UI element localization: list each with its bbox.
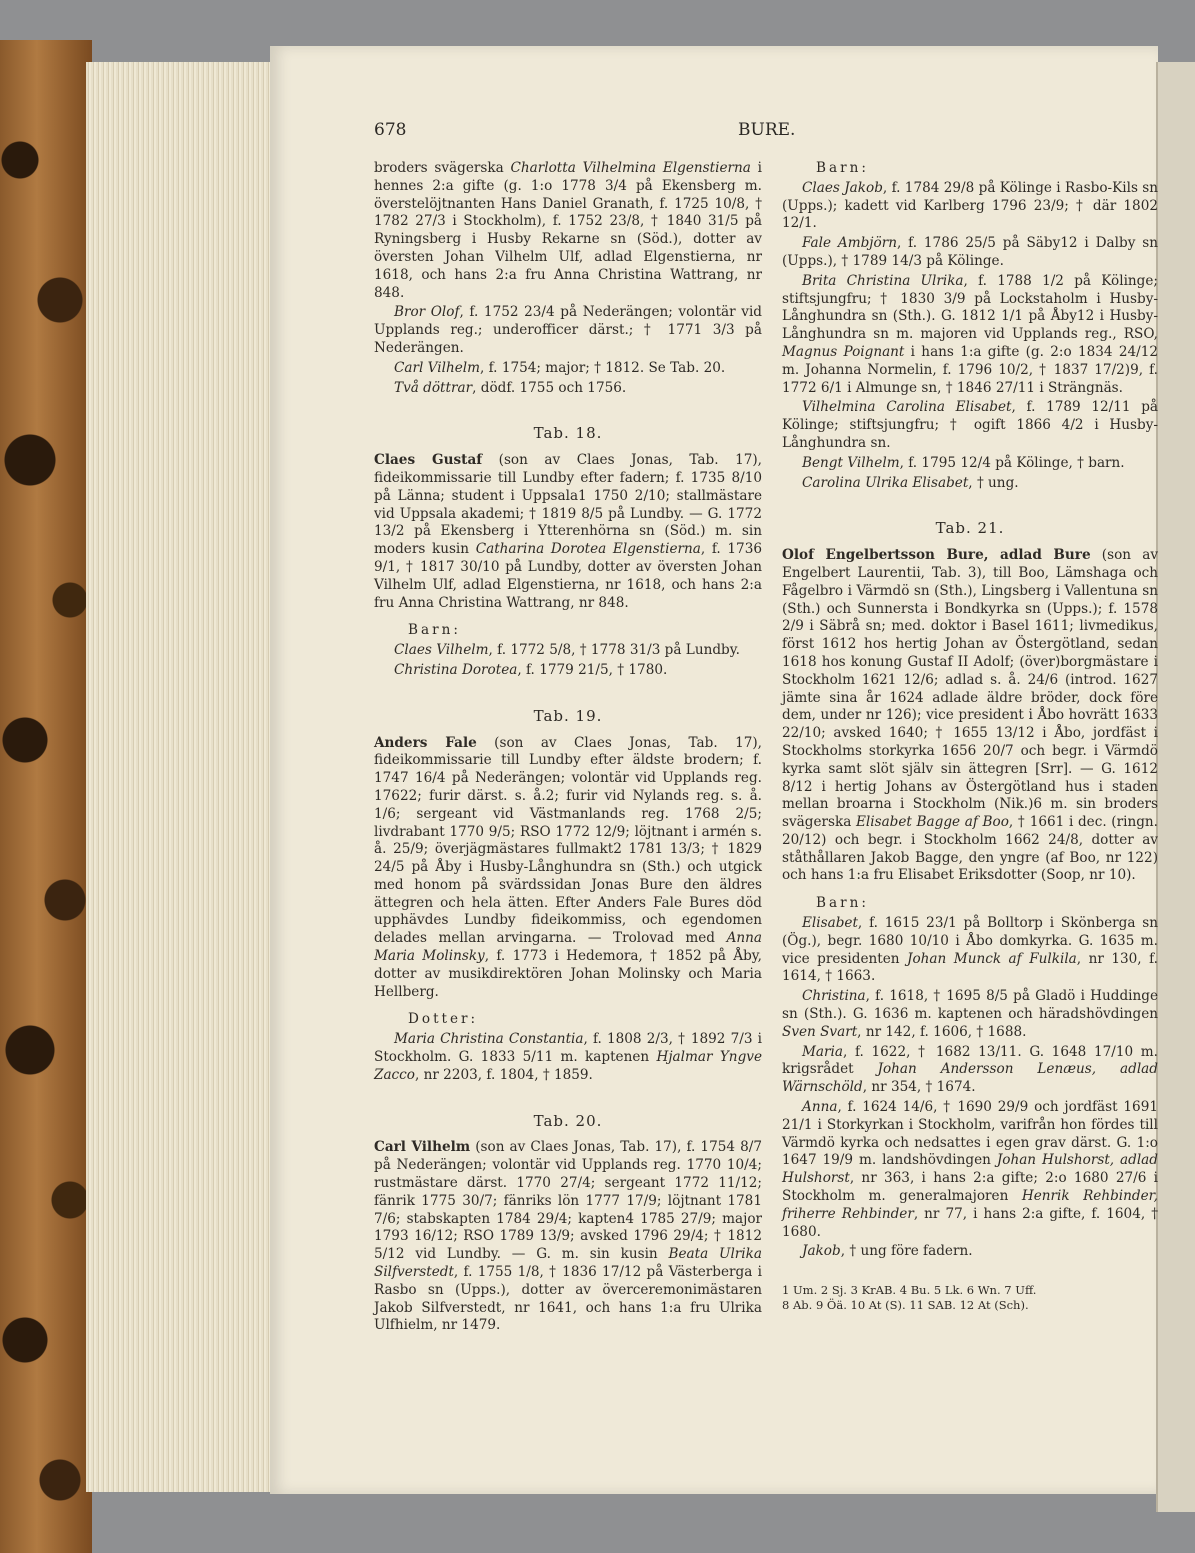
marbled-cover [0,40,92,1553]
page-edges [86,62,272,1492]
entry-paragraph: Maria Christina Constantia, f. 1808 2/3, † 1892 7/3 i Stockholm. G. 1833 5/11 m. kaptenen Hjalmar Yngve Zacco, nr 2203, f. 1804, † 1859. [374,1031,762,1083]
entry-paragraph: Två döttrar, dödf. 1755 och 1756. [394,379,627,396]
table-heading: Tab. 21. [935,519,1005,538]
entry-paragraph: Carolina Ulrika Elisabet, † ung. [802,474,1019,491]
children-heading: Barn: [408,622,461,639]
table-heading: Tab. 18. [533,424,603,443]
footnote-line: 1 Um. 2 Sj. 3 KrAB. 4 Bu. 5 Lk. 6 Wn. 7 Uff. [782,1283,1037,1298]
entry-paragraph: Olof Engelbertsson Bure, adlad Bure (son av Engelbert Laurentii, Tab. 3), till Boo, Lämshaga och Fågelbro i Värmdö sn (Sth.), Lingsberg i Vallentuna sn (Sth.) och Sunnersta i Bondkyrka sn (Upps.); f. 1578 2/9 i Säbrå sn; med. doktor i Basel 1611; livmedikus, först 1612 hos hertig Johan av Östergötland, sedan 1618 hos konung Gustaf II Adolf; (över)borgmästare i Stockholm 1621 12/6; adlad s. å. 24/6 (introd. 1627 jämte sina år 1624 adlade äldre bröder, dock före dem, under nr 126); vice president i Åbo hovrätt 1633 22/10; avsked 1640; † 1655 13/12 i Åbo, jordfäst i Stockholms storkyrka 1656 20/7 och begr. i Värmdö kyrka samt slöt själv sin ättegren [Srr]. — G. 1612 8/12 i hertig Johans av Östergötland hus i staden mellan broarna i Stockholm (Nik.)6 m. sin broders svägerska Elisabet Bagge af Boo, † 1661 i dec. (ringn. 20/12) och begr. i Stockholm 1662 24/8, dotter av ståthållaren Jakob Bagge, den yngre (af Boo, nr 122) och hans 1:a fru Elisabet Eriksdotter (Soop, nr 10). [782,547,1158,884]
entry-paragraph: Bengt Vilhelm, f. 1795 12/4 på Kölinge, † barn. [802,454,1125,471]
entry-paragraph: Anders Fale (son av Claes Jonas, Tab. 17), fideikommissarie till Lundby efter äldste brodern; f. 1747 16/4 på Nederängen; volontär vid Upplands reg. 17622; furir därst. s. å.2; furir vid Nylands reg. s. å. 1/6; sergeant vid Västmanlands reg. 1768 2/5; livdrabant 1770 9/5; RSO 1772 12/9; löjtnant i armén s. å. 25/9; överjägmästares fullmakt2 1781 13/3; † 1829 24/5 på Åby i Husby-Långhundra sn (Sth.) och utgick med honom på svärdssidan Jonas Bure den äldres ättegren och hela ätten. Efter Anders Fale Bures död upphävdes Lundby fideikommiss, och egendomen delades mellan arvingarna. — Trolovad med Anna Maria Molinsky, f. 1773 i Hedemora, † 1852 på Åby, dotter av musikdirektören Johan Molinsky och Maria Hellberg. [374,734,762,1000]
entry-paragraph: broders svägerska Charlotta Vilhelmina Elgenstierna i hennes 2:a gifte (g. 1:o 1778 3/4 på Ekensberg m. överstelöjtnanten Hans Daniel Granath, f. 1725 10/8, † 1782 27/3 i Stockholm), f. 1752 23/8, † 1840 31/5 på Ryningsberg i Husby Rekarne sn (Söd.), dotter av översten Johan Vilhelm Ulf, adlad Elgenstierna, nr 1618, och hans 2:a fru Anna Christina Wattrang, nr 848. [374,160,763,301]
table-heading: Tab. 20. [533,1111,603,1130]
entry-paragraph: Claes Jakob, f. 1784 29/8 på Kölinge i Rasbo-Kils sn (Upps.); kadett vid Karlberg 1796 23/9; † där 1802 12/1. [782,179,1158,232]
running-title: BURE. [738,120,796,140]
entry-paragraph: Vilhelmina Carolina Elisabet, f. 1789 12/11 på Kölinge; stiftsjungfru; † ogift 1866 4/2 i Husby-Långhundra sn. [782,399,1158,451]
facing-page-edge [1156,62,1195,1512]
entry-paragraph: Christina Dorotea, f. 1779 21/5, † 1780. [394,661,668,678]
table-heading: Tab. 19. [533,706,603,725]
entry-paragraph: Fale Ambjörn, f. 1786 25/5 på Säby12 i Dalby sn (Upps.), † 1789 14/3 på Kölinge. [782,235,1159,269]
entry-paragraph: Carl Vilhelm, f. 1754; major; † 1812. Se Tab. 20. [394,359,726,376]
entry-paragraph: Christina, f. 1618, † 1695 8/5 på Gladö i Huddinge sn (Sth.). G. 1636 m. kaptenen och häradshövdingen Sven Svart, nr 142, f. 1606, † 1688. [782,988,1158,1040]
entry-paragraph: Maria, f. 1622, † 1682 13/11. G. 1648 17/10 m. krigsrådet Johan Andersson Lenæus, adlad Wärnschöld, nr 354, † 1674. [782,1043,1158,1096]
entry-paragraph: Jakob, † ung före fadern. [802,1243,973,1260]
children-heading: Barn: [816,895,869,912]
entry-paragraph: Brita Christina Ulrika, f. 1788 1/2 på Kölinge; stiftsjungfru; † 1830 3/9 på Lockstaholm i Husby-Långhundra sn (Sth.). G. 1812 1/1 på Åby12 i Husby-Långhundra sn m. majoren vid Upplands reg., RSO, Magnus Poignant i hans 1:a gifte (g. 2:o 1834 24/12 m. Johanna Normelin, f. 1796 10/2, † 1837 17/2)9, f. 1772 6/1 i Almunge sn, † 1846 27/11 i Strängnäs. [782,272,1159,396]
daughter-heading: Dotter: [408,1011,479,1028]
page-number: 678 [374,120,407,140]
left-column [374,160,762,1337]
entry-paragraph: Claes Gustaf (son av Claes Jonas, Tab. 17), fideikommissarie till Lundby efter fadern; f. 1735 8/10 på Länna; student i Uppsala1 1750 2/10; stallmästare vid Uppsala akademi; † 1819 8/5 på Lundby. — G. 1772 13/2 på Ekensberg i Ytterenhörna sn (Söd.) m. sin moders kusin Catharina Dorotea Elgenstierna, f. 1736 9/1, † 1817 30/10 på Lundby, dotter av översten Johan Vilhelm Ulf, adlad Elgenstierna, nr 1618, och hans 2:a fru Anna Christina Wattrang, nr 848. [374,452,762,611]
entry-paragraph: Elisabet, f. 1615 23/1 på Bolltorp i Skönberga sn (Ög.), begr. 1680 10/10 i Åbo domkyrka. G. 1635 m. vice presidenten Johan Munck af Fulkila, nr 130, f. 1614, † 1663. [782,915,1158,985]
entry-paragraph: Carl Vilhelm (son av Claes Jonas, Tab. 17), f. 1754 8/7 på Nederängen; volontär vid Upplands reg. 1770 10/4; rustmästare därst. 1770 27/4; sergeant 1772 11/12; fänrik 1775 30/7; fänriks lön 1777 17/9; löjtnant 1781 7/6; stabskapten 1784 29/4; kapten4 1785 27/9; major 1793 16/12; RSO 1789 13/9; avsked 1796 29/4; † 1812 5/12 vid Lundby. — G. m. sin kusin Beata Ulrika Silfverstedt, f. 1755 1/8, † 1836 17/12 på Västerberga i Rasbo sn (Upps.), dotter av överceremonimästaren Jakob Silfverstedt, nr 1641, och hans 1:a fru Ulrika Ulfhielm, nr 1479. [374,1139,762,1334]
children-heading: Barn: [816,160,869,176]
entry-paragraph: Anna, f. 1624 14/6, † 1690 29/9 och jordfäst 1691 21/1 i Storkyrkan i Stockholm, varifrån hon fördes till Värmdö kyrka och nedsattes i egen grav därst. G. 1:o 1647 19/9 m. landshövdingen Johan Hulshorst, adlad Hulshorst, nr 363, i hans 2:a gifte; 2:o 1680 27/6 i Stockholm m. generalmajoren Henrik Rehbinder, friherre Rehbinder, nr 77, i hans 2:a gifte, f. 1604, † 1680. [782,1099,1158,1240]
footnote-line: 8 Ab. 9 Öä. 10 At (S). 11 SAB. 12 At (Sch). [782,1298,1029,1313]
footnotes [782,1283,1158,1313]
entry-paragraph: Bror Olof, f. 1752 23/4 på Nederängen; volontär vid Upplands reg.; underofficer därst.; † 1771 3/3 på Nederängen. [374,304,762,356]
entry-paragraph: Claes Vilhelm, f. 1772 5/8, † 1778 31/3 på Lundby. [394,642,740,659]
right-column [782,160,1158,1313]
